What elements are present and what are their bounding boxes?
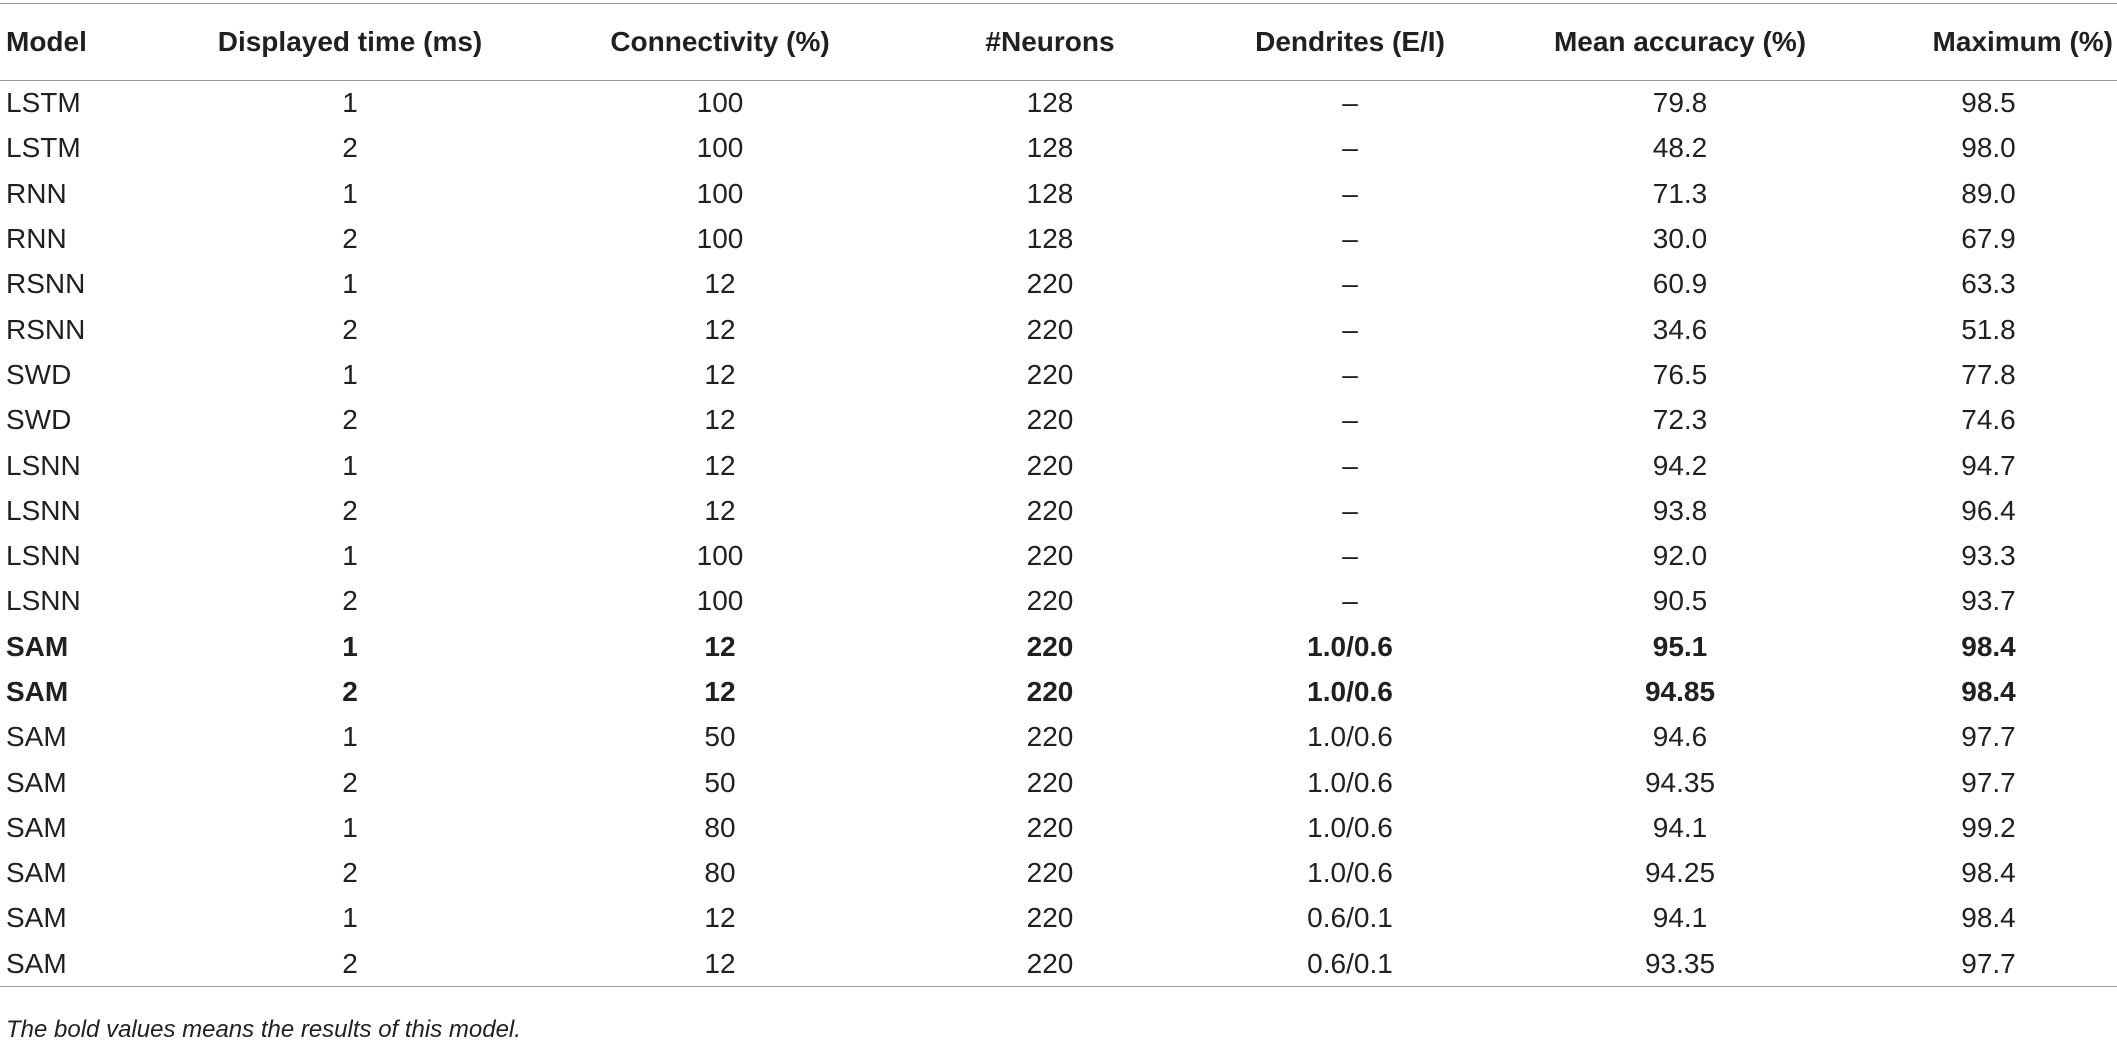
cell-model: SAM bbox=[6, 811, 67, 843]
table-row bbox=[0, 307, 2117, 352]
table-row bbox=[0, 624, 2117, 669]
header-displayed-time: Displayed time (ms) bbox=[160, 4, 540, 81]
cell-displayed-time: 2 bbox=[342, 676, 358, 707]
cell-maximum: 98.4 bbox=[1961, 676, 2016, 707]
cell-neurons: 220 bbox=[1026, 630, 1074, 662]
cell-connectivity: 80 bbox=[704, 857, 736, 889]
table-footnote: The bold values means the results of this model. bbox=[6, 1016, 521, 1043]
cell-dendrites: 1.0/0.6 bbox=[1307, 857, 1393, 889]
table-header bbox=[0, 4, 2117, 81]
cell-displayed-time: 2 bbox=[342, 766, 358, 798]
cell-neurons: 220 bbox=[1026, 268, 1074, 300]
header-dendrites: Dendrites (E/I) bbox=[1200, 4, 1500, 81]
cell-model: SWD bbox=[6, 358, 72, 390]
cell-neurons: 220 bbox=[1026, 313, 1074, 345]
cell-displayed-time: 1 bbox=[342, 721, 358, 753]
cell-neurons: 220 bbox=[1026, 676, 1074, 707]
cell-neurons: 220 bbox=[1026, 585, 1074, 617]
cell-mean-accuracy: 90.5 bbox=[1652, 585, 1708, 617]
cell-displayed-time: 2 bbox=[342, 223, 358, 255]
cell-mean-accuracy: 48.2 bbox=[1652, 132, 1708, 164]
cell-connectivity: 100 bbox=[696, 540, 744, 572]
cell-connectivity: 12 bbox=[704, 676, 736, 707]
table-row bbox=[0, 669, 2117, 714]
cell-dendrites: – bbox=[1342, 268, 1358, 300]
table-row bbox=[0, 579, 2117, 624]
cell-displayed-time: 2 bbox=[342, 132, 358, 164]
cell-maximum: 98.5 bbox=[1961, 87, 2016, 119]
cell-connectivity: 12 bbox=[704, 902, 736, 934]
cell-connectivity: 100 bbox=[696, 132, 744, 164]
table-row bbox=[0, 941, 2117, 986]
header-row bbox=[0, 4, 2117, 81]
cell-mean-accuracy: 71.3 bbox=[1652, 177, 1708, 209]
cell-displayed-time: 2 bbox=[342, 585, 358, 617]
cell-neurons: 220 bbox=[1026, 721, 1074, 753]
cell-mean-accuracy: 34.6 bbox=[1652, 313, 1708, 345]
table-row bbox=[0, 851, 2117, 896]
table-row bbox=[0, 896, 2117, 941]
cell-dendrites: – bbox=[1342, 404, 1358, 436]
cell-mean-accuracy: 92.0 bbox=[1652, 540, 1708, 572]
cell-dendrites: 1.0/0.6 bbox=[1307, 630, 1393, 662]
cell-maximum: 94.7 bbox=[1961, 449, 2016, 481]
cell-connectivity: 12 bbox=[704, 630, 736, 662]
cell-neurons: 220 bbox=[1026, 857, 1074, 889]
table-row bbox=[0, 533, 2117, 578]
cell-neurons: 128 bbox=[1026, 87, 1074, 119]
cell-model: SAM bbox=[6, 766, 67, 798]
cell-maximum: 99.2 bbox=[1961, 811, 2016, 843]
cell-mean-accuracy: 94.85 bbox=[1644, 676, 1716, 707]
cell-maximum: 98.4 bbox=[1961, 630, 2016, 662]
cell-mean-accuracy: 95.1 bbox=[1652, 630, 1708, 662]
cell-displayed-time: 1 bbox=[342, 177, 358, 209]
cell-connectivity: 12 bbox=[704, 313, 736, 345]
cell-maximum: 93.3 bbox=[1961, 540, 2016, 572]
cell-connectivity: 12 bbox=[704, 404, 736, 436]
cell-model: RNN bbox=[6, 223, 67, 255]
cell-maximum: 89.0 bbox=[1961, 177, 2016, 209]
cell-neurons: 220 bbox=[1026, 404, 1074, 436]
cell-mean-accuracy: 76.5 bbox=[1652, 358, 1708, 390]
table-row bbox=[0, 443, 2117, 488]
cell-displayed-time: 1 bbox=[342, 268, 358, 300]
table-row bbox=[0, 352, 2117, 397]
table-row bbox=[0, 216, 2117, 261]
cell-mean-accuracy: 94.6 bbox=[1652, 721, 1708, 753]
cell-mean-accuracy: 79.8 bbox=[1652, 87, 1708, 119]
cell-neurons: 220 bbox=[1026, 540, 1074, 572]
cell-mean-accuracy: 94.1 bbox=[1652, 902, 1708, 934]
cell-dendrites: – bbox=[1342, 358, 1358, 390]
table-body bbox=[0, 81, 2117, 987]
cell-connectivity: 12 bbox=[540, 941, 900, 986]
cell-neurons: 220 bbox=[1026, 766, 1074, 798]
cell-connectivity: 100 bbox=[696, 177, 744, 209]
cell-maximum: 98.4 bbox=[1961, 902, 2016, 934]
cell-model: RSNN bbox=[6, 268, 86, 300]
cell-model: RSNN bbox=[6, 313, 86, 345]
cell-mean-accuracy: 93.8 bbox=[1652, 494, 1708, 526]
table-row bbox=[0, 488, 2117, 533]
table-row bbox=[0, 262, 2117, 307]
cell-displayed-time: 1 bbox=[342, 540, 358, 572]
cell-maximum: 63.3 bbox=[1961, 268, 2016, 300]
cell-displayed-time: 2 bbox=[342, 404, 358, 436]
cell-dendrites: 1.0/0.6 bbox=[1307, 676, 1393, 707]
cell-displayed-time: 1 bbox=[342, 902, 358, 934]
cell-dendrites: 0.6/0.1 bbox=[1307, 902, 1393, 934]
cell-mean-accuracy: 93.35 bbox=[1500, 941, 1860, 986]
cell-dendrites: – bbox=[1342, 313, 1358, 345]
cell-connectivity: 100 bbox=[696, 585, 744, 617]
cell-mean-accuracy: 94.1 bbox=[1652, 811, 1708, 843]
table-row bbox=[0, 81, 2117, 126]
cell-connectivity: 100 bbox=[696, 87, 744, 119]
cell-model: LSTM bbox=[6, 132, 81, 164]
header-maximum: Maximum (%) bbox=[1860, 4, 2117, 81]
cell-connectivity: 80 bbox=[704, 811, 736, 843]
cell-neurons: 220 bbox=[1026, 494, 1074, 526]
cell-model: LSTM bbox=[6, 87, 81, 119]
cell-maximum: 77.8 bbox=[1961, 358, 2016, 390]
cell-model: SWD bbox=[6, 404, 72, 436]
header-mean-accuracy: Mean accuracy (%) bbox=[1500, 4, 1860, 81]
cell-connectivity: 50 bbox=[704, 721, 736, 753]
cell-displayed-time: 2 bbox=[342, 857, 358, 889]
cell-maximum: 97.7 bbox=[1961, 766, 2016, 798]
table-row bbox=[0, 715, 2117, 760]
table-row bbox=[0, 171, 2117, 216]
cell-displayed-time: 1 bbox=[342, 449, 358, 481]
cell-maximum: 67.9 bbox=[1961, 223, 2016, 255]
cell-maximum: 96.4 bbox=[1961, 494, 2016, 526]
cell-dendrites: – bbox=[1342, 449, 1358, 481]
cell-mean-accuracy: 94.35 bbox=[1644, 766, 1716, 798]
cell-displayed-time: 2 bbox=[160, 941, 540, 986]
cell-connectivity: 50 bbox=[704, 766, 736, 798]
cell-model: SAM bbox=[0, 941, 160, 986]
cell-mean-accuracy: 72.3 bbox=[1652, 404, 1708, 436]
cell-model: SAM bbox=[6, 630, 69, 662]
cell-neurons: 220 bbox=[1026, 811, 1074, 843]
cell-dendrites: – bbox=[1342, 223, 1358, 255]
cell-dendrites: – bbox=[1342, 585, 1358, 617]
cell-maximum: 98.0 bbox=[1961, 132, 2016, 164]
cell-dendrites: – bbox=[1342, 132, 1358, 164]
cell-neurons: 220 bbox=[1026, 358, 1074, 390]
cell-neurons: 220 bbox=[1026, 902, 1074, 934]
cell-displayed-time: 2 bbox=[342, 494, 358, 526]
table-row bbox=[0, 398, 2117, 443]
cell-neurons: 128 bbox=[1026, 223, 1074, 255]
cell-maximum: 98.4 bbox=[1961, 857, 2016, 889]
cell-model: SAM bbox=[6, 676, 69, 707]
header-neurons: #Neurons bbox=[900, 4, 1200, 81]
cell-dendrites: – bbox=[1342, 540, 1358, 572]
cell-mean-accuracy: 94.2 bbox=[1652, 449, 1708, 481]
cell-displayed-time: 2 bbox=[342, 313, 358, 345]
cell-mean-accuracy: 60.9 bbox=[1652, 268, 1708, 300]
cell-maximum: 93.7 bbox=[1961, 585, 2016, 617]
cell-dendrites: – bbox=[1342, 177, 1358, 209]
cell-model: LSNN bbox=[6, 494, 81, 526]
cell-maximum: 97.7 bbox=[1961, 721, 2016, 753]
cell-connectivity: 100 bbox=[696, 223, 744, 255]
table-row bbox=[0, 805, 2117, 850]
cell-mean-accuracy: 94.25 bbox=[1644, 857, 1716, 889]
cell-connectivity: 12 bbox=[704, 268, 736, 300]
results-table bbox=[0, 3, 2117, 987]
header-connectivity: Connectivity (%) bbox=[540, 4, 900, 81]
cell-dendrites: 1.0/0.6 bbox=[1307, 811, 1393, 843]
cell-connectivity: 12 bbox=[704, 494, 736, 526]
cell-maximum: 74.6 bbox=[1961, 404, 2016, 436]
cell-dendrites: – bbox=[1342, 494, 1358, 526]
cell-dendrites: 0.6/0.1 bbox=[1200, 941, 1500, 986]
cell-connectivity: 12 bbox=[704, 358, 736, 390]
cell-neurons: 220 bbox=[1026, 449, 1074, 481]
cell-neurons: 128 bbox=[1026, 177, 1074, 209]
cell-displayed-time: 1 bbox=[342, 87, 358, 119]
cell-neurons: 220 bbox=[900, 941, 1200, 986]
cell-displayed-time: 1 bbox=[342, 811, 358, 843]
cell-displayed-time: 1 bbox=[342, 358, 358, 390]
header-model: Model bbox=[0, 4, 160, 81]
table-row bbox=[0, 760, 2117, 805]
cell-neurons: 128 bbox=[1026, 132, 1074, 164]
cell-mean-accuracy: 30.0 bbox=[1652, 223, 1708, 255]
cell-displayed-time: 1 bbox=[342, 630, 358, 662]
cell-maximum: 51.8 bbox=[1961, 313, 2016, 345]
cell-connectivity: 12 bbox=[704, 449, 736, 481]
cell-model: LSNN bbox=[6, 585, 81, 617]
cell-model: RNN bbox=[6, 177, 67, 209]
cell-model: LSNN bbox=[6, 540, 81, 572]
cell-dendrites: – bbox=[1342, 87, 1358, 119]
cell-dendrites: 1.0/0.6 bbox=[1307, 766, 1393, 798]
table-row bbox=[0, 126, 2117, 171]
cell-dendrites: 1.0/0.6 bbox=[1307, 721, 1393, 753]
cell-model: SAM bbox=[6, 721, 67, 753]
cell-model: LSNN bbox=[6, 449, 81, 481]
cell-model: SAM bbox=[6, 857, 67, 889]
cell-maximum: 97.7 bbox=[1860, 941, 2117, 986]
cell-model: SAM bbox=[6, 902, 67, 934]
